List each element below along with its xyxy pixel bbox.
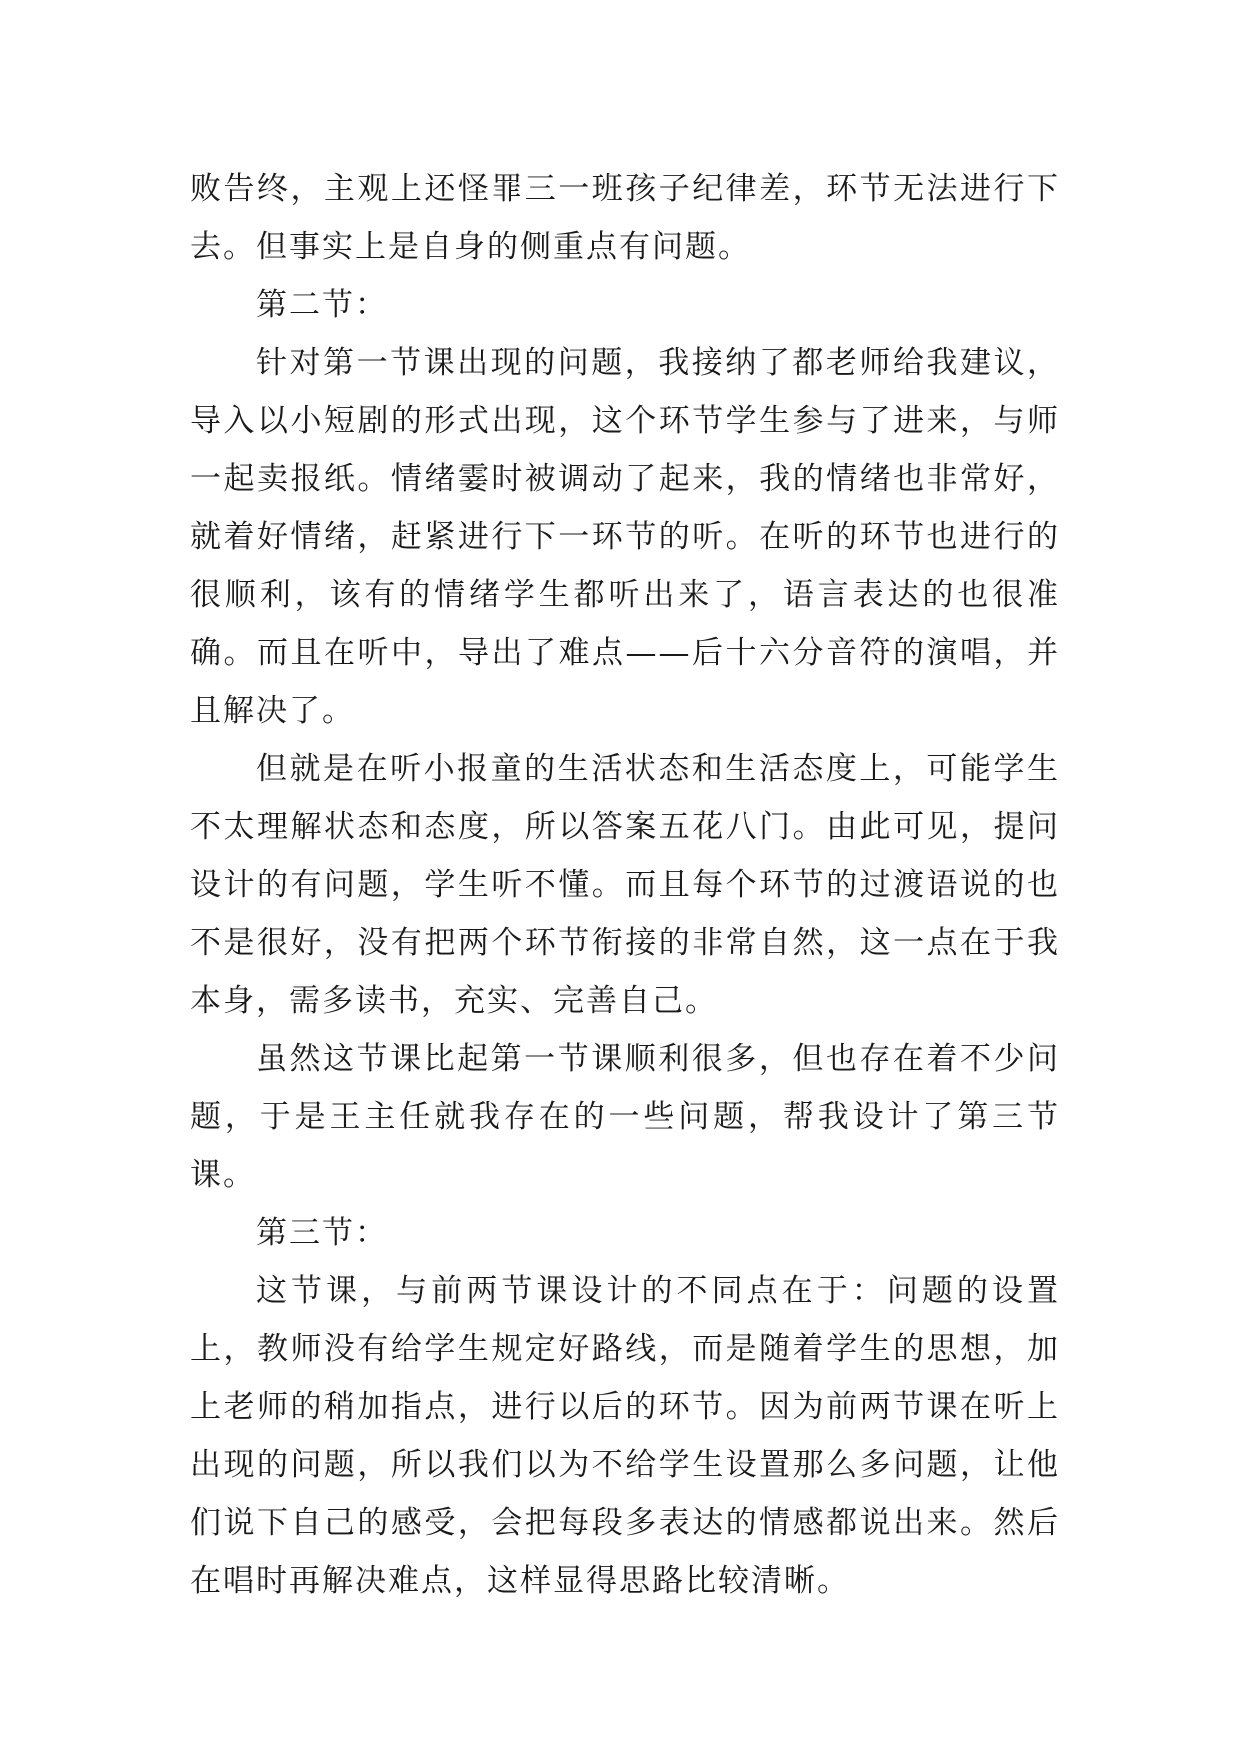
paragraph-second-lesson-summary: 虽然这节课比起第一节课顺利很多，但也存在着不少问题，于是王主任就我存在的一些问题，帮我设计了第三节课。 — [190, 1041, 1060, 1193]
document-body — [190, 160, 1060, 1610]
section-heading-third: 第三节： — [256, 1215, 388, 1251]
paragraph-second-lesson: 针对第一节课出现的问题，我接纳了都老师给我建议，导入以小短剧的形式出现，这个环节学生参与了进来，与师一起卖报纸。情绪霎时被调动了起来，我的情绪也非常好，就着好情绪，赶紧进行下一环节的听。在听的环节也进行的很顺利，该有的情绪学生都听出来了，语言表达的也很准确。而且在听中，导出了难点——后十六分音符的演唱，并且解决了。 — [190, 345, 1060, 729]
paragraph-continuation: 败告终，主观上还怪罪三一班孩子纪律差，环节无法进行下去。但事实上是自身的侧重点有问题。 — [190, 171, 1060, 265]
section-heading-second: 第二节： — [256, 287, 388, 323]
paragraph-third-lesson: 这节课，与前两节课设计的不同点在于：问题的设置上，教师没有给学生规定好路线，而是随着学生的思想，加上老师的稍加指点，进行以后的环节。因为前两节课在听上出现的问题，所以我们以为不给学生设置那么多问题，让他们说下自己的感受，会把每段多表达的情感都说出来。然后在唱时再解决难点，这样显得思路比较清晰。 — [190, 1273, 1060, 1599]
paragraph-second-lesson-problems: 但就是在听小报童的生活状态和生活态度上，可能学生不太理解状态和态度，所以答案五花八门。由此可见，提问设计的有问题，学生听不懂。而且每个环节的过渡语说的也不是很好，没有把两个环节衔接的非常自然，这一点在于我本身，需多读书，充实、完善自己。 — [190, 751, 1060, 1019]
